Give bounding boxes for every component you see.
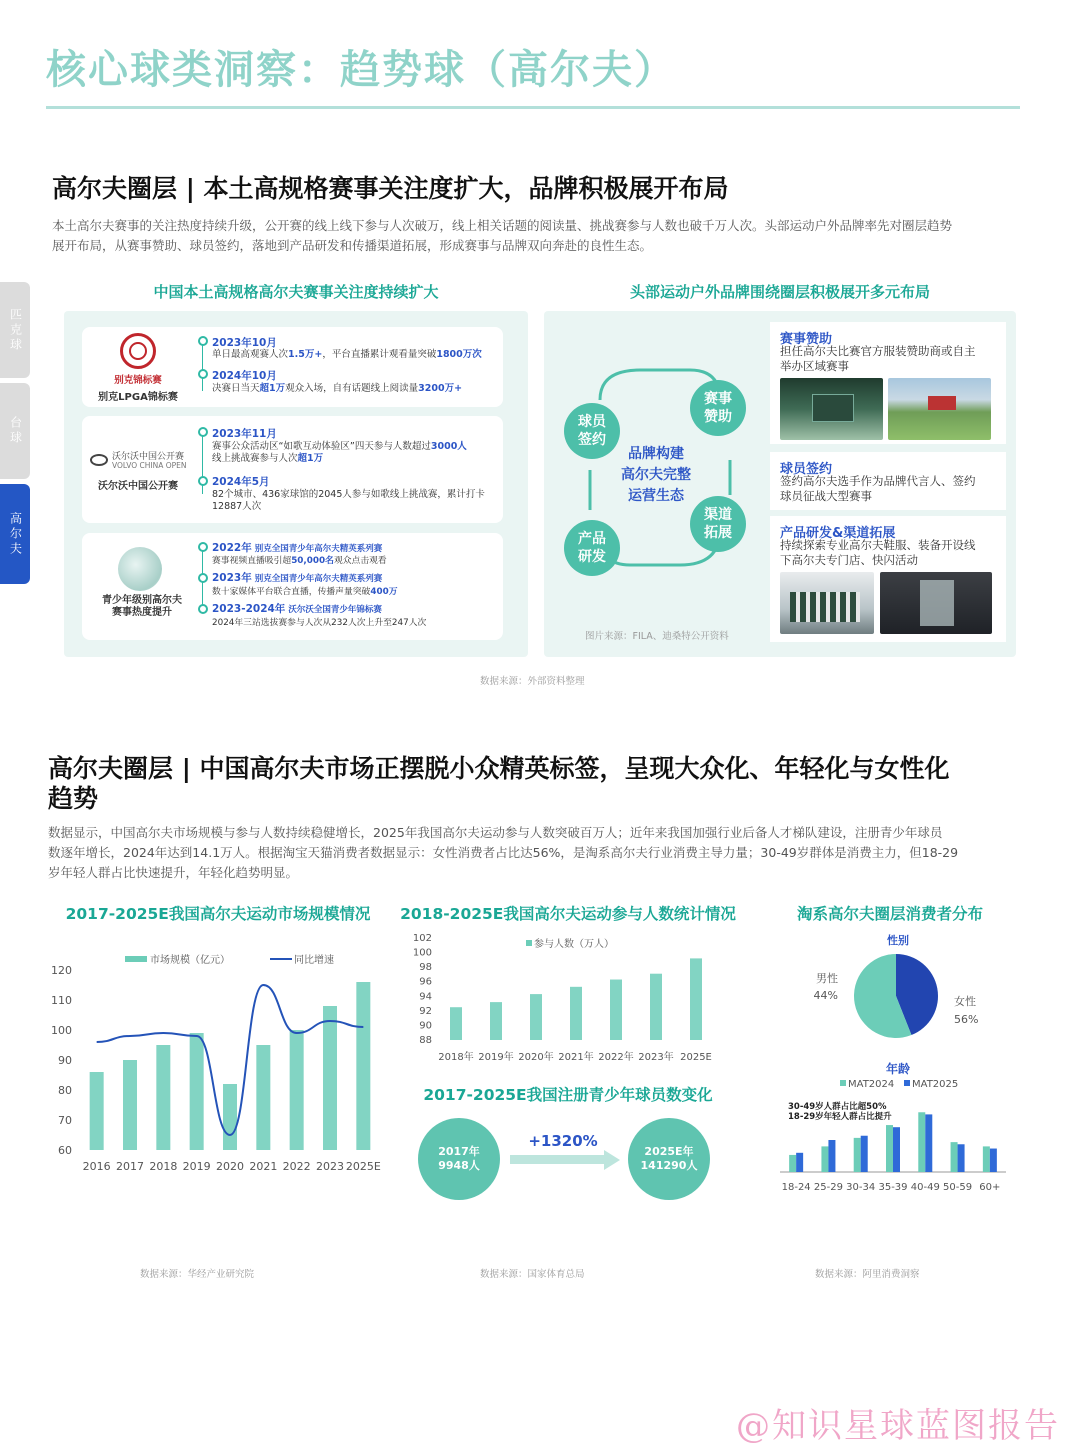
side-tab-label: 匹克球 — [8, 307, 23, 353]
bar — [530, 994, 542, 1040]
cycle-node-player: 球员 签约 — [564, 403, 620, 459]
right-panel-title: 头部运动户外品牌围绕圈层积极展开多元布局 — [629, 283, 930, 301]
bar — [356, 982, 370, 1150]
event-card-youth — [82, 533, 503, 640]
block-title: 赛事赞助 — [780, 332, 833, 347]
side-tab-label: 高尔夫 — [8, 511, 23, 557]
pie-label: 男性 — [816, 972, 838, 985]
bar — [951, 1142, 958, 1172]
bar — [828, 1140, 835, 1172]
x-tick-label: 40-49 — [910, 1182, 940, 1193]
age-subtitle: 年龄 — [885, 1062, 910, 1076]
y-tick-label: 80 — [58, 1084, 72, 1097]
pie-value: 56% — [954, 1013, 979, 1026]
side-tab-billiards[interactable] — [0, 383, 30, 479]
x-tick-label: 2020年 — [518, 1052, 554, 1063]
pie-label: 女性 — [954, 995, 976, 1008]
y-tick-label: 96 — [419, 976, 432, 988]
y-tick-label: 102 — [412, 933, 432, 944]
bar — [925, 1114, 932, 1172]
x-tick-label: 2020 — [216, 1160, 244, 1173]
bar — [123, 1060, 137, 1150]
x-tick-label: 2017 — [116, 1160, 144, 1173]
sponsorship-photo-2 — [888, 378, 991, 440]
x-tick-label: 50-59 — [943, 1182, 973, 1193]
timeline-dot — [198, 604, 208, 614]
store-photo-2 — [880, 572, 992, 634]
event-date: 2023年11月 — [212, 428, 277, 440]
title-divider — [46, 106, 1020, 109]
x-tick-label: 2016 — [82, 1160, 111, 1173]
x-tick-label: 60+ — [979, 1182, 1001, 1193]
event-date: 2023-2024年 沃尔沃全国青少年锦标赛 — [212, 603, 382, 615]
x-tick-label: 2022 — [282, 1160, 311, 1173]
side-tab-pickleball[interactable] — [0, 282, 30, 378]
side-tab-golf[interactable] — [0, 484, 30, 584]
bar — [854, 1138, 861, 1172]
event-date: 2024年5月 — [212, 476, 270, 488]
watermark-text: @知识星球蓝图报告 — [736, 1406, 1060, 1446]
cycle-node-product: 产品 研发 — [564, 520, 620, 576]
x-tick-label: 2023年 — [638, 1052, 674, 1063]
volvo-logo-icon — [90, 454, 108, 466]
event-name: 别克LPGA锦标赛 — [98, 392, 178, 403]
left-panel-title: 中国本土高规格高尔夫赛事关注度持续扩大 — [153, 283, 439, 301]
x-tick-label: 35-39 — [878, 1182, 908, 1193]
brand-block-product — [770, 516, 1006, 642]
bar — [893, 1127, 900, 1172]
event-date: 2024年10月 — [212, 370, 277, 382]
volvo-logo-text: 沃尔沃中国公开赛 — [112, 452, 185, 462]
x-tick-label: 2018 — [149, 1160, 178, 1173]
page-title: 核心球类洞察：趋势球（高尔夫） — [46, 47, 676, 93]
y-tick-label: 94 — [419, 991, 432, 1003]
side-tab-label: 台球 — [8, 416, 23, 446]
gender-pie-chart — [810, 950, 990, 1046]
pie-value: 44% — [813, 989, 838, 1002]
bar — [156, 1045, 170, 1150]
youth-growth: +1320% — [528, 1132, 598, 1150]
x-tick-label: 18-24 — [781, 1182, 811, 1193]
legend-label: 市场规模（亿元） — [150, 955, 230, 966]
timeline-dot — [198, 336, 208, 346]
bar — [323, 1006, 337, 1150]
chart2-title: 2018-2025E我国高尔夫运动参与人数统计情况 — [400, 905, 736, 923]
bar — [570, 987, 582, 1040]
section1-data-source: 数据来源：外部资料整理 — [480, 676, 585, 687]
event-desc: 82个城市、436家球馆的2045人参与如歌线上挑战赛，累计打卡12887人次 — [212, 489, 485, 512]
x-tick-label: 2021年 — [558, 1052, 594, 1063]
event-card-volvo — [82, 416, 503, 523]
x-tick-label: 2025E — [680, 1052, 712, 1063]
para-line: 本土高尔夫赛事的关注热度持续升级，公开赛的线上线下参与人次破万，线上相关话题的阅读量、挑战赛参与人数也破千万人次。头部运动户外品牌率先对圈层趋势 — [52, 218, 953, 233]
timeline-line — [202, 341, 203, 391]
section1-paragraph — [52, 216, 1042, 256]
bar — [256, 1045, 270, 1150]
bar — [223, 1084, 237, 1150]
y-tick-label: 92 — [419, 1005, 432, 1017]
legend-label: MAT2024 — [848, 1079, 895, 1090]
chart3-source: 数据来源：阿里消费洞察 — [815, 1269, 920, 1280]
youth-title: 2017-2025E我国注册青少年球员数变化 — [423, 1086, 713, 1104]
sponsorship-photo-1 — [780, 378, 883, 440]
cycle-node-channel: 渠道 拓展 — [690, 496, 746, 552]
event-desc: 单日最高观赛人次1.5万+，平台直播累计观看量突破1800万次 — [212, 349, 482, 360]
gender-subtitle: 性别 — [887, 934, 909, 947]
volvo-logo-sub: VOLVO CHINA OPEN — [112, 461, 187, 470]
x-tick-label: 2023 — [316, 1160, 344, 1173]
y-tick-label: 60 — [58, 1144, 72, 1157]
section2-title: 高尔夫圈层 | 中国高尔夫市场正摆脱小众精英标签，呈现大众化、年轻化与女性化 趋势 — [48, 754, 950, 813]
x-tick-label: 2022年 — [598, 1052, 634, 1063]
x-tick-label: 2019年 — [478, 1052, 514, 1063]
timeline-dot — [198, 369, 208, 379]
event-date: 2023年10月 — [212, 337, 277, 349]
participants-chart — [404, 928, 724, 1068]
annotation: 30-49岁人群占比超50% — [788, 1102, 887, 1112]
market-size-chart — [40, 940, 400, 1180]
youth-2017-circle: 2017年 9948人 — [418, 1118, 500, 1200]
section2-paragraph: 数据显示，中国高尔夫市场规模与参与人数持续稳健增长，2025年我国高尔夫运动参与人数突破百万人；近年来我国加强行业后备人才梯队建设，注册青少年球员 数逐年增长，2024年达到14.1万人。根据淘宝天猫消费者数据显示：女性消费者占比达56%，是淘系高尔夫行业消费主导力量；30-49岁群体是消费主力，但18-29 岁年轻人群占比快速提升，年轻化趋势明显。 — [48, 825, 959, 880]
y-tick-label: 100 — [51, 1024, 72, 1037]
legend-swatch — [526, 940, 532, 946]
timeline-dot — [198, 476, 208, 486]
event-name: 青少年级别高尔夫 赛事热度提升 — [102, 595, 182, 618]
cycle-center-text: 品牌构建 高尔夫完整 运营生态 — [621, 446, 691, 504]
block-text: 担任高尔夫比赛官方服装赞助商或自主 举办区域赛事 — [780, 344, 976, 373]
event-desc: 赛事公众活动区“如歌互动体验区”四天参与人数超过3000人 线上挑战赛参与人次超1万 — [212, 441, 467, 464]
y-tick-label: 88 — [419, 1035, 432, 1046]
event-desc: 决赛日当天超1万观众入场，自有话题线上阅读量3200万+ — [212, 383, 463, 394]
bar — [861, 1136, 868, 1172]
chart1-source: 数据来源：华经产业研究院 — [140, 1269, 255, 1280]
photo-source: 图片来源：FILA、迪桑特公开资料 — [585, 631, 729, 642]
chart2-source: 数据来源：国家体育总局 — [480, 1269, 585, 1280]
bar — [796, 1153, 803, 1172]
buick-logo-icon — [120, 333, 156, 369]
chart1-title: 2017-2025E我国高尔夫运动市场规模情况 — [65, 905, 371, 923]
block-text: 签约高尔夫选手作为品牌代言人、签约 球员征战大型赛事 — [780, 474, 976, 503]
golf-ball-icon — [118, 547, 162, 591]
x-tick-label: 30-34 — [846, 1182, 876, 1193]
bar — [190, 1033, 204, 1150]
youth-2025-circle: 2025E年 141290人 — [628, 1118, 710, 1200]
bar — [789, 1155, 796, 1172]
bar — [886, 1125, 893, 1172]
y-tick-label: 110 — [51, 994, 72, 1007]
legend-swatch — [840, 1080, 846, 1086]
brand-block-player — [770, 452, 1006, 510]
chart3-title: 淘系高尔夫圈层消费者分布 — [796, 905, 983, 923]
bar — [490, 1002, 502, 1040]
annotation: 18-29岁年轻人群占比提升 — [788, 1112, 892, 1122]
y-tick-label: 100 — [412, 947, 432, 959]
y-tick-label: 70 — [58, 1114, 72, 1127]
bar — [990, 1149, 997, 1172]
bar — [290, 1030, 304, 1150]
bar — [958, 1144, 965, 1172]
event-desc: 赛事视频直播吸引超50,000名观众点击观看 — [212, 556, 387, 566]
event-name: 沃尔沃中国公开赛 — [98, 481, 178, 492]
section1-title: 高尔夫圈层 | 本土高规格赛事关注度扩大，品牌积极展开布局 — [52, 174, 729, 203]
legend-label: 同比增速 — [294, 955, 334, 966]
event-date: 2023年 别克全国青少年高尔夫精英系列赛 — [212, 572, 383, 584]
legend-swatch — [904, 1080, 910, 1086]
bar — [90, 1072, 104, 1150]
legend-label: 参与人数（万人） — [534, 939, 614, 950]
bar — [690, 958, 702, 1040]
y-tick-label: 120 — [51, 964, 72, 977]
y-tick-label: 98 — [419, 962, 432, 974]
x-tick-label: 2019 — [182, 1160, 211, 1173]
y-tick-label: 90 — [419, 1020, 432, 1032]
x-tick-label: 25-29 — [813, 1182, 843, 1193]
cycle-node-sponsorship: 赛事 赞助 — [690, 380, 746, 436]
legend-label: MAT2025 — [912, 1079, 959, 1090]
growth-arrow-icon — [508, 1150, 622, 1170]
timeline-dot — [198, 542, 208, 552]
age-bar-chart — [774, 1074, 1014, 1200]
event-desc: 2024年三站选拔赛参与人次从232人次上升至247人次 — [212, 618, 427, 628]
timeline-dot — [198, 427, 208, 437]
bar — [650, 974, 662, 1040]
y-tick-label: 90 — [58, 1054, 72, 1067]
bar — [450, 1007, 462, 1040]
store-photo-1 — [780, 572, 874, 634]
event-desc: 数十家媒体平台联合直播，传播声量突破400万 — [212, 587, 398, 597]
para-line: 展开布局，从赛事赞助、球员签约，落地到产品研发和传播渠道拓展，形成赛事与品牌双向奔赴的良性生态。 — [52, 238, 653, 253]
bar — [821, 1146, 828, 1172]
bar — [610, 980, 622, 1040]
bar — [918, 1112, 925, 1172]
block-title: 产品研发&渠道拓展 — [780, 526, 896, 541]
event-card-buick — [82, 327, 503, 407]
x-tick-label: 2025E — [345, 1160, 381, 1173]
bar — [983, 1146, 990, 1172]
buick-logo-text: 别克锦标赛 — [114, 375, 162, 386]
legend-swatch — [125, 956, 147, 962]
event-date: 2022年 别克全国青少年高尔夫精英系列赛 — [212, 542, 383, 554]
timeline-dot — [198, 573, 208, 583]
block-text: 持续探索专业高尔夫鞋服、装备开设线 下高尔夫专门店、快闪活动 — [780, 538, 976, 567]
block-title: 球员签约 — [780, 462, 833, 477]
brand-block-sponsorship — [770, 322, 1006, 444]
x-tick-label: 2021 — [249, 1160, 278, 1173]
x-tick-label: 2018年 — [438, 1052, 474, 1063]
